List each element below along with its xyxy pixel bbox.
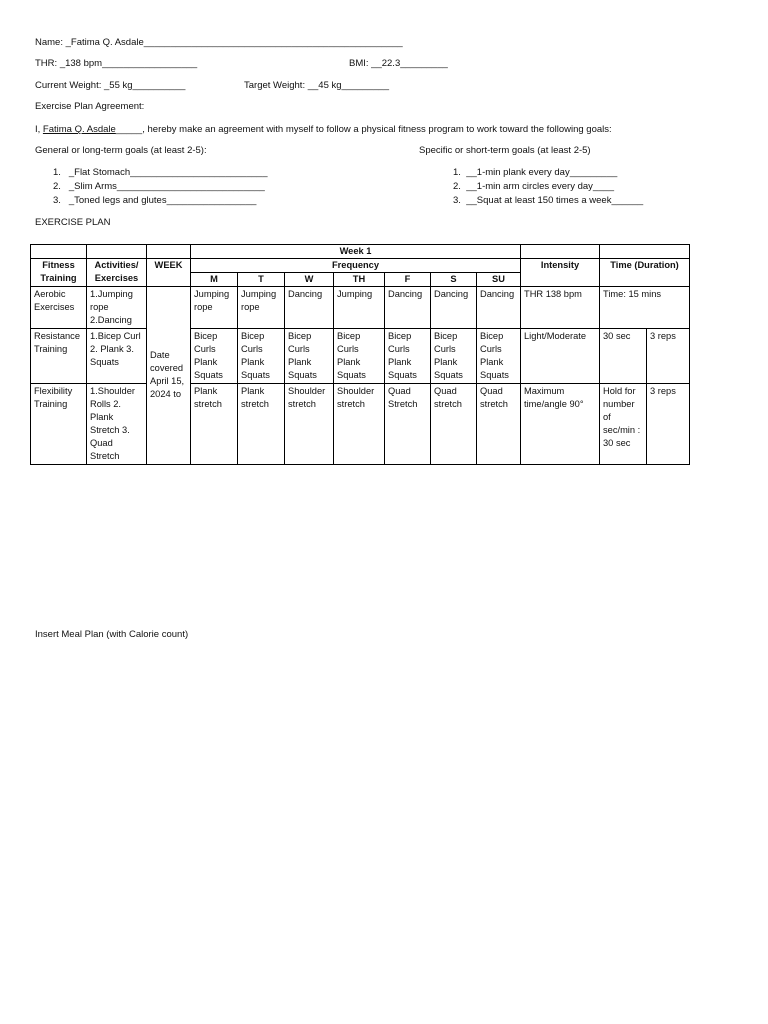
fitness-cell: Aerobic Exercises — [31, 287, 87, 329]
day-cell: Bicep Curls Plank Squats — [191, 329, 238, 384]
bmi-line — [349, 58, 448, 70]
day-cell: Bicep Curls Plank Squats — [385, 329, 431, 384]
day-cell: Bicep Curls Plank Squats — [334, 329, 385, 384]
day-cell: Bicep Curls Plank Squats — [431, 329, 477, 384]
time-reps-cell: 3 reps — [647, 384, 690, 465]
agreement-text: , hereby make an agreement with myself to follow a physical fitness program to work toward the following goals: — [142, 124, 612, 135]
activities-cell: 1.Shoulder Rolls 2. Plank Stretch 3. Quad Stretch — [87, 384, 147, 465]
intensity-cell: Maximum time/angle 90° — [521, 384, 600, 465]
day-cell: Quad stretch — [431, 384, 477, 465]
agreement-title: Exercise Plan Agreement: — [35, 101, 145, 112]
header-fitness: Fitness Training — [31, 259, 87, 287]
table-header-row — [31, 259, 690, 273]
goal-text: __Squat at least 150 times a week______ — [466, 195, 644, 206]
name-label: Name: — [35, 37, 63, 48]
exercise-plan-table — [30, 244, 690, 465]
exercise-plan-title: EXERCISE PLAN — [35, 217, 111, 228]
target-weight-line — [244, 80, 389, 92]
target-weight-value: __45 kg_________ — [307, 80, 390, 91]
day-cell: Bicep Curls Plank Squats — [477, 329, 521, 384]
goal-text: _Flat Stomach__________________________ — [68, 167, 268, 178]
day-cell: Dancing — [431, 287, 477, 329]
long-term-goals-title: General or long-term goals (at least 2-5): — [35, 145, 207, 156]
goal-text: _Toned legs and glutes_________________ — [68, 195, 257, 206]
short-term-goal-item — [453, 181, 614, 193]
day-cell: Jumping rope — [191, 287, 238, 329]
activities-cell: 1.Jumping rope 2.Dancing — [87, 287, 147, 329]
day-cell: Dancing — [477, 287, 521, 329]
day-cell: Plank stretch — [238, 384, 285, 465]
day-cell: Bicep Curls Plank Squats — [285, 329, 334, 384]
day-cell: Plank stretch — [191, 384, 238, 465]
time-cell: Hold for number of sec/min : 30 sec — [600, 384, 647, 465]
thr-line — [35, 58, 197, 70]
short-term-goals-title: Specific or short-term goals (at least 2-5) — [419, 145, 591, 156]
header-frequency: Frequency — [191, 259, 521, 273]
week-title: Week 1 — [191, 245, 521, 259]
day-cell: Shoulder stretch — [334, 384, 385, 465]
header-time: Time (Duration) — [600, 259, 690, 287]
table-row — [31, 384, 690, 465]
agreement-name: Fatima Q. Asdale — [42, 124, 116, 135]
agreement-statement — [35, 124, 612, 136]
time-cell: 30 sec — [600, 329, 647, 384]
agreement-prefix: I, — [35, 124, 41, 135]
day-cell: Shoulder stretch — [285, 384, 334, 465]
goal-text: __1-min plank every day_________ — [466, 167, 618, 178]
table-row — [31, 329, 690, 384]
day-cell: Dancing — [385, 287, 431, 329]
short-term-goal-item — [453, 167, 617, 179]
current-weight-value: _55 kg__________ — [104, 80, 186, 91]
thr-label: THR: — [35, 58, 58, 69]
time-cell: Time: 15 mins — [600, 287, 690, 329]
day-tuesday: T — [238, 273, 285, 287]
day-wednesday: W — [285, 273, 334, 287]
day-cell: Jumping — [334, 287, 385, 329]
goal-number: 2. — [53, 181, 61, 192]
thr-value: _138 bpm__________________ — [59, 58, 198, 69]
time-reps-cell: 3 reps — [647, 329, 690, 384]
long-term-goal-item — [53, 181, 265, 193]
header-week: WEEK — [147, 259, 191, 287]
name-line — [35, 37, 403, 49]
goal-number: 1. — [453, 167, 461, 178]
fitness-cell: Resistance Training — [31, 329, 87, 384]
agreement-blank: _____ — [115, 124, 143, 135]
day-friday: F — [385, 273, 431, 287]
day-thursday: TH — [334, 273, 385, 287]
day-saturday: S — [431, 273, 477, 287]
name-value: _Fatima Q. Asdale_________________________________________________ — [65, 37, 403, 48]
goal-number: 3. — [53, 195, 61, 206]
intensity-cell: THR 138 bpm — [521, 287, 600, 329]
table-row — [31, 287, 690, 329]
header-intensity: Intensity — [521, 259, 600, 287]
goal-text: _Slim Arms____________________________ — [68, 181, 265, 192]
day-sunday: SU — [477, 273, 521, 287]
week-cell: Date covered April 15, 2024 to — [147, 287, 191, 465]
day-cell: Quad Stretch — [385, 384, 431, 465]
bmi-value: __22.3_________ — [371, 58, 448, 69]
fitness-cell: Flexibility Training — [31, 384, 87, 465]
day-cell: Bicep Curls Plank Squats — [238, 329, 285, 384]
activities-cell: 1.Bicep Curl 2. Plank 3. Squats — [87, 329, 147, 384]
bmi-label: BMI: — [349, 58, 369, 69]
goal-number: 3. — [453, 195, 461, 206]
long-term-goal-item — [53, 167, 267, 179]
header-activities: Activities/ Exercises — [87, 259, 147, 287]
goal-text: __1-min arm circles every day____ — [466, 181, 615, 192]
day-cell: Dancing — [285, 287, 334, 329]
target-weight-label: Target Weight: — [244, 80, 306, 91]
intensity-cell: Light/Moderate — [521, 329, 600, 384]
goal-number: 1. — [53, 167, 61, 178]
meal-plan-title: Insert Meal Plan (with Calorie count) — [35, 629, 189, 640]
goal-number: 2. — [453, 181, 461, 192]
day-cell: Jumping rope — [238, 287, 285, 329]
short-term-goal-item — [453, 195, 643, 207]
table-header-row — [31, 245, 690, 259]
day-cell: Quad stretch — [477, 384, 521, 465]
current-weight-label: Current Weight: — [35, 80, 102, 91]
day-monday: M — [191, 273, 238, 287]
long-term-goal-item — [53, 195, 256, 207]
current-weight-line — [35, 80, 185, 92]
